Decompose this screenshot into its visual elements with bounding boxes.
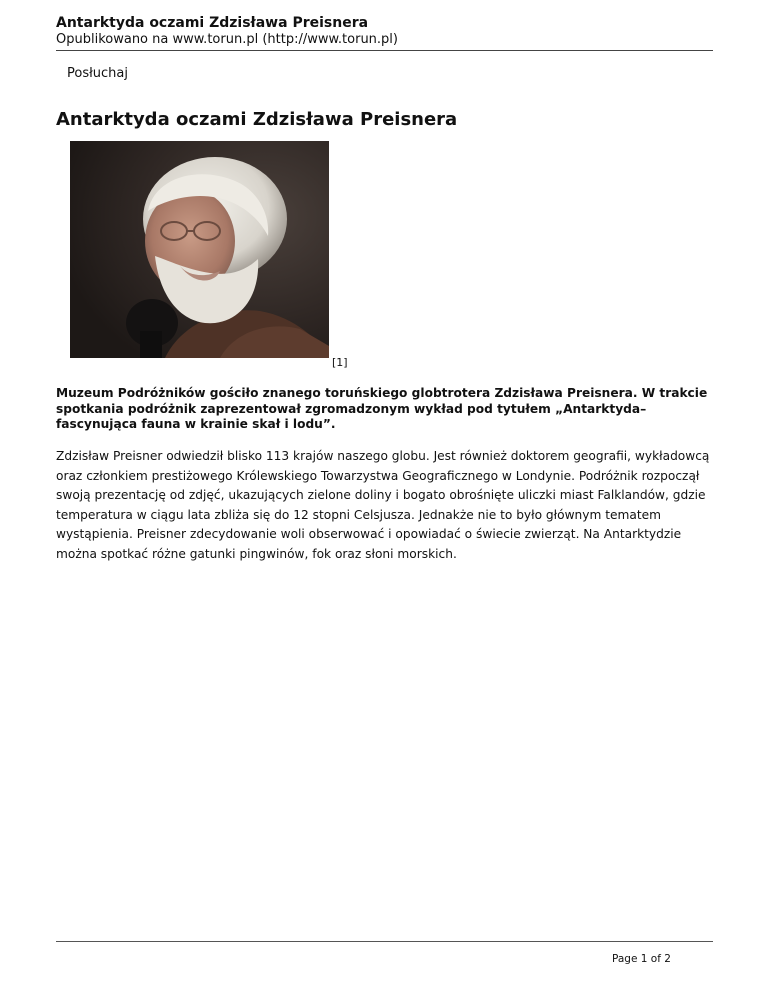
- portrait-photo: [70, 141, 329, 358]
- published-on-line: Opublikowano na www.torun.pl (http://www.torun.pl): [56, 32, 398, 47]
- article-photo: [70, 141, 329, 358]
- header-divider: [56, 50, 713, 51]
- document-title: Antarktyda oczami Zdzisława Preisnera: [56, 15, 369, 31]
- page-number: Page 1 of 2: [612, 953, 671, 965]
- article-title: Antarktyda oczami Zdzisława Preisnera: [56, 109, 458, 130]
- document-header: [56, 14, 713, 48]
- article-body: Zdzisław Preisner odwiedził blisko 113 krajów naszego globu. Jest również doktorem geografii, wykładowcą oraz członkiem prestiżowego Królewskiego Towarzystwa Geograficznego w Londynie. Podróżnik rozpoczął swoją prezentację od zdjęć, ukazujących zielone doliny i bogato obrośnięte uliczki miast Falklandów, gdzie temperatura w ciągu lata zbliża się do 12 stopni Celsjusza. Jednakże nie to było głównym tematem wystąpienia. Preisner zdecydowanie woli obserwować i opowiadać o świecie zwierząt. Na Antarktydzie można spotkać różne gatunki pingwinów, fok oraz słoni morskich.: [56, 449, 710, 561]
- article-lead: Muzeum Podróżników gościło znanego toruńskiego globtrotera Zdzisława Preisnera. W trakcie spotkania podróżnik zaprezentował zgromadzonym wykład pod tytułem „Antarktyda– fascynująca fauna w krainie skał i lodu”.: [56, 386, 708, 431]
- footer-divider: [56, 941, 713, 942]
- listen-link[interactable]: Posłuchaj: [67, 66, 129, 81]
- image-reference-link[interactable]: [1]: [332, 356, 348, 369]
